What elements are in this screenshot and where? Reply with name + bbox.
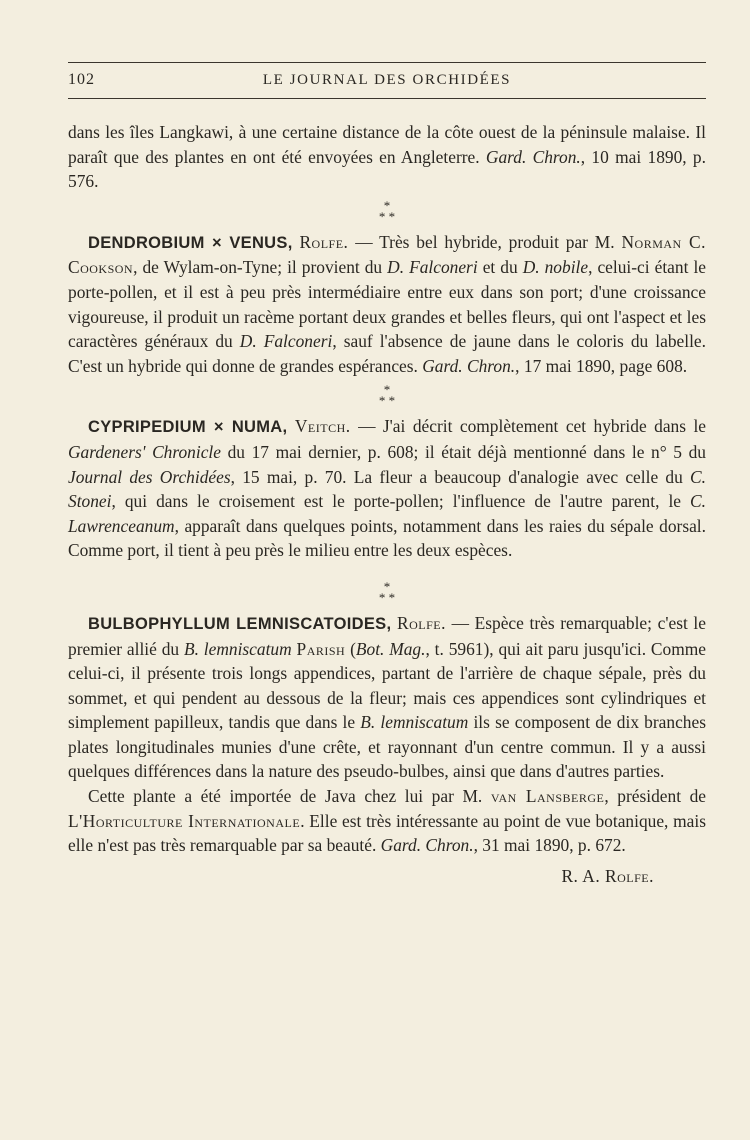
journal-reference: Gardeners' Chronicle <box>68 441 221 462</box>
species-name: C. Stonei <box>68 466 706 512</box>
text-run: du 17 mai dernier, p. 608; il était déjà mentionné dans le n° 5 du <box>220 441 707 462</box>
running-title: LE JOURNAL DES ORCHIDÉES <box>262 72 512 88</box>
person-name: Norman C. Cookson <box>68 231 706 278</box>
species-name: D. nobile <box>522 257 589 278</box>
entry-dendrobium-venus <box>68 230 706 379</box>
header-rule-top <box>68 62 706 63</box>
text-run: ils se composent de dix branches plates longitudinales munies d'une crête, et rayonnant d'un centre commun. Il y a aussi quelques différences dans la nature des pseudo-bulbes, ainsi que dans d'autres parties. <box>68 712 706 782</box>
person-name: van Lansberge <box>490 786 605 807</box>
entry-author: Rolfe. <box>396 612 446 633</box>
asterism-divider <box>68 578 706 605</box>
entry-title: CYPRIPEDIUM × NUMA, <box>88 418 288 437</box>
text-run: — Très bel hybride, produit par M. <box>348 231 622 252</box>
asterism-divider <box>68 382 706 409</box>
text-run: , qui dans le croisement est le porte-pollen; l'influence de l'autre parent, le <box>111 491 691 512</box>
text-run: et du <box>477 257 523 278</box>
text-run: , 10 mai 1890, p. 576. <box>68 146 706 192</box>
text-run: , de Wylam-on-Tyne; il provient du <box>133 257 388 278</box>
text-run: ( <box>345 638 356 659</box>
text-run: . Elle est très intéressante au point de vue botanique, mais elle n'est pas très remarquable par sa beauté. <box>68 810 706 856</box>
asterism-top: * <box>383 578 391 594</box>
species-name: B. lemniscatum <box>183 638 292 659</box>
species-name: C. Lawrenceanum <box>68 491 706 536</box>
text-run: , président de <box>604 786 707 807</box>
entry-author: Veitch. <box>294 416 351 437</box>
text-run: — J'ai décrit complètement cet hybride dans le <box>350 416 707 437</box>
species-name: D. Falconeri <box>239 331 333 352</box>
species-name: D. Falconeri <box>387 257 478 278</box>
text-run: , apparaît dans quelques points, notamment dans les raies du sépale dorsal. Comme port, il tient à peu près le milieu entre les deux espèces. <box>68 515 706 561</box>
text-run: , celui-ci étant le porte-pollen, et il est à peu près intermédiaire entre eux dans son port; d'une croissance vigoureuse, il produit un racème portant deux grandes et belles fleurs, qui ont l'aspect et les caractères généraux du <box>68 257 706 352</box>
journal-reference: Gard. Chron. <box>380 835 474 856</box>
text-run: dans les îles Langkawi, à une certaine distance de la côte ouest de la péninsule malaise. Il paraît que des plantes en ont été envoyées en Angleterre. <box>68 122 706 167</box>
text-run: — Espèce très remarquable; c'est le premier allié du <box>68 612 706 659</box>
journal-reference: Gard. Chron. <box>485 146 581 167</box>
entry-title: DENDROBIUM × VENUS, <box>88 233 293 252</box>
species-name: B. lemniscatum <box>360 712 469 733</box>
header-rule-bottom <box>68 98 706 99</box>
text-run: , 31 mai 1890, p. 672. <box>473 835 626 856</box>
person-name: Parish <box>296 638 346 659</box>
asterism-top: * <box>383 197 391 213</box>
journal-reference: Bot. Mag. <box>355 638 426 659</box>
text-run: , t. 5961), qui ait paru jusqu'ici. Comme celui-ci, il présente trois longs appendices, partant de l'arrière de chaque sépale, près du sommet, et qui pendent au dessous de la fleur; mais ces appendices sont cylindriques et simplement papilleux, tandis que dans le <box>68 638 706 733</box>
entry-bulbophyllum-lemniscatoides <box>68 611 706 784</box>
asterism-top: * <box>383 382 391 398</box>
text-run: , sauf l'absence de jaune dans le coloris du labelle. C'est un hybride qui donne de grandes espérances. <box>68 331 706 376</box>
text-run: , 17 mai 1890, page 608. <box>515 355 688 376</box>
paragraph-importation <box>68 784 706 858</box>
asterism-bottom: * * <box>378 589 396 605</box>
signature <box>68 864 706 889</box>
text-run: , 15 mai, p. 70. La fleur a beaucoup d'analogie avec celle du <box>230 466 691 487</box>
organization-name: L'Horticulture Internationale <box>68 810 301 831</box>
journal-reference: Gard. Chron. <box>422 355 516 376</box>
entry-author: Rolfe. <box>299 231 349 252</box>
article-body <box>68 120 706 888</box>
journal-reference: Journal des Orchidées <box>68 466 231 487</box>
asterism-bottom: * * <box>378 393 396 409</box>
signature-text: R. A. Rolfe. <box>561 865 654 886</box>
asterism-bottom: * * <box>378 208 396 224</box>
page-header <box>68 62 706 102</box>
text-run: Cette plante a été importée de Java chez lui par M. <box>88 786 491 807</box>
asterism-divider <box>68 197 706 224</box>
entry-title: BULBOPHYLLUM LEMNISCATOIDES, <box>88 614 392 633</box>
paragraph-continued <box>68 120 706 194</box>
entry-cypripedium-numa <box>68 414 706 563</box>
page-number: 102 <box>68 71 95 88</box>
